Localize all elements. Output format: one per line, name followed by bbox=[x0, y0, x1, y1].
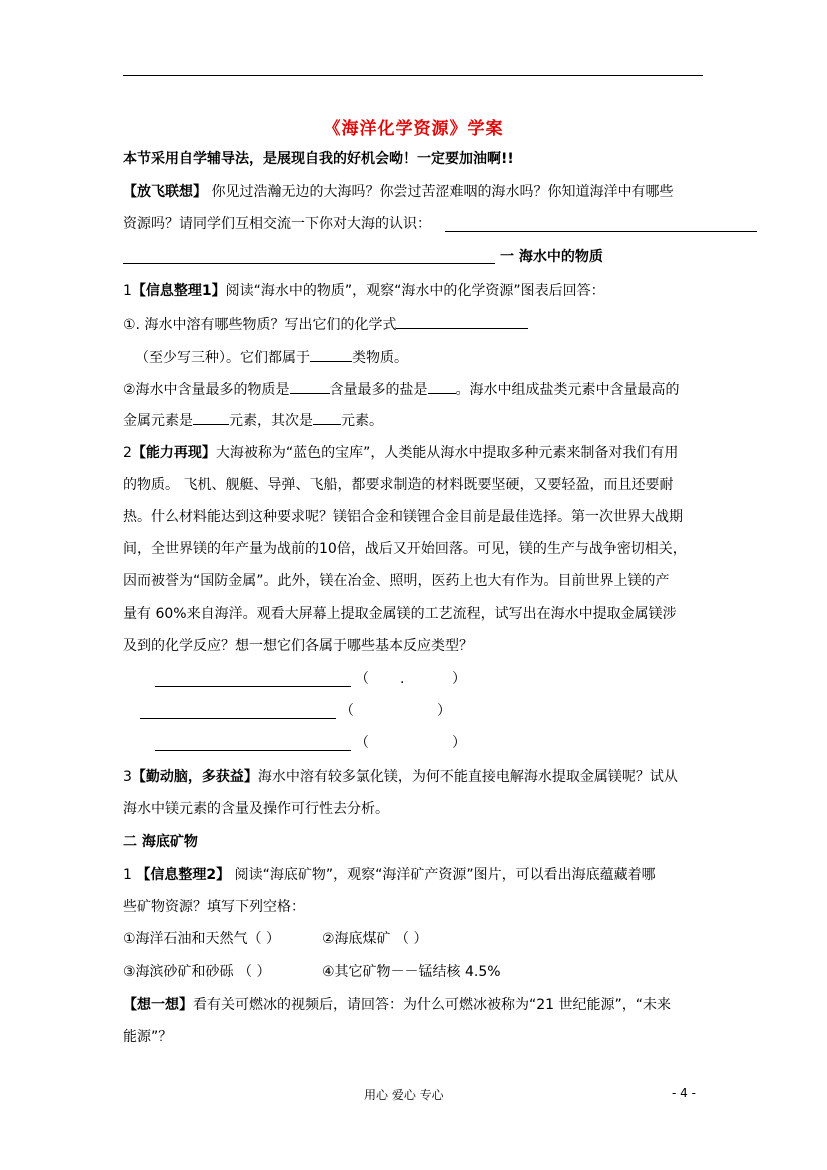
reaction-blank-1[interactable] bbox=[155, 686, 351, 687]
fangfei-text-1: 你见过浩瀚无边的大海吗？你尝过苦涩难咽的海水吗？你知道海洋中有哪些 bbox=[207, 184, 674, 200]
q2-text-1: 大海被称为“蓝色的宝库”，人类能从海水中提取多种元素来制备对我们有用 bbox=[215, 445, 679, 461]
q2-line-5: 因而被誉为“国防金属”。此外，镁在冶金、照明，医药上也大有作为。目前世界上镁的产 bbox=[123, 573, 670, 589]
q1-a2-cont bbox=[123, 410, 383, 431]
q2-number: 2 bbox=[123, 445, 132, 461]
page-title: 《海洋化学资源》学案 bbox=[323, 119, 504, 139]
fangfei-label: 【放飞联想】 bbox=[123, 184, 207, 200]
fangfei-line-2 bbox=[123, 214, 431, 234]
q1-text: 阅读“海水中的物质”，观察“海水中的化学资源”图表后回答： bbox=[225, 283, 605, 299]
q1-a1 bbox=[123, 314, 528, 335]
q1-a2-a: ②海水中含量最多的物质是 bbox=[123, 382, 290, 398]
q2-label: 【能力再现】 bbox=[131, 445, 216, 461]
q3-line-2: 海水中镁元素的含量及操作可行性去分析。 bbox=[123, 801, 389, 817]
fangfei-answer-blank-2[interactable] bbox=[123, 263, 495, 264]
section1-heading: 一 海水中的物质 bbox=[500, 249, 603, 265]
q3-line-1 bbox=[123, 767, 678, 787]
reaction-type-open-2: （ bbox=[340, 703, 354, 719]
reaction-type-close-1: ） bbox=[452, 671, 466, 687]
q2-line-6: 量有 60%来自海洋。观看大屏幕上提取金属镁的工艺流程，试写出在海水中提取金属镁涉 bbox=[123, 606, 677, 622]
q1-intro bbox=[123, 281, 605, 301]
q2-line-1 bbox=[123, 443, 678, 463]
reaction-type-open-1: （ bbox=[355, 671, 369, 687]
q4-item-4: ④其它矿物－－锰结核 4.5% bbox=[322, 964, 501, 980]
reaction-type-open-3: （ bbox=[355, 735, 369, 751]
q1-a1-cont-a: （至少写三种）。它们都属于 bbox=[135, 350, 310, 366]
q1-a1-text: ①. 海水中溶有哪些物质？写出它们的化学式 bbox=[123, 317, 397, 333]
q4-item-3: ③海滨砂矿和砂砾 （ ） bbox=[123, 964, 271, 980]
reaction-blank-2[interactable] bbox=[140, 718, 336, 719]
q1-a2 bbox=[123, 379, 680, 400]
reaction-type-close-3: ） bbox=[452, 735, 466, 751]
footer-motto: 用心 爱心 专心 bbox=[364, 1088, 444, 1102]
q5-line-2: 能源”？ bbox=[123, 1029, 173, 1045]
q3-text-1: 海水中溶有较多氯化镁，为何不能直接电解海水提取金属镁呢？试从 bbox=[257, 769, 678, 785]
q2-line-3: 热。什么材料能达到这种要求呢？镁铝合金和镁锂合金目前是最佳选择。第一次世界大战期 bbox=[123, 509, 683, 525]
fangfei-line-1 bbox=[123, 182, 673, 202]
reaction-blank-3[interactable] bbox=[155, 750, 351, 751]
q3-number: 3 bbox=[123, 769, 132, 785]
q1-a2-d: 金属元素是 bbox=[123, 413, 193, 429]
q1-metal-1-blank[interactable] bbox=[193, 410, 229, 425]
q1-formula-blank[interactable] bbox=[396, 314, 528, 329]
q1-category-blank[interactable] bbox=[310, 347, 352, 362]
q5-line-1 bbox=[123, 995, 671, 1015]
q1-label: 【信息整理1】 bbox=[131, 283, 226, 299]
fangfei-text-2: 资源吗？请同学们互相交流一下你对大海的认识： bbox=[123, 216, 431, 232]
q2-line-2: 的物质。 飞机、舰艇、导弹、飞船，都要求制造的材料既要坚硬，又要轻盈，而且还要耐 bbox=[123, 477, 674, 493]
q4-line-2: 些矿物资源？填写下列空格： bbox=[123, 899, 305, 915]
q4-item-1: ①海洋石油和天然气（ ） bbox=[123, 931, 281, 947]
reaction-type-dot: . bbox=[400, 671, 405, 687]
q1-most-salt-blank[interactable] bbox=[428, 379, 456, 394]
q1-a2-f: 元素。 bbox=[341, 413, 383, 429]
q1-a2-c: 。海水中组成盐类元素中含量最高的 bbox=[455, 382, 680, 398]
reaction-type-close-2: ） bbox=[437, 703, 451, 719]
q4-line-1 bbox=[123, 865, 656, 885]
q4-text-1: 阅读“海底矿物”，观察“海洋矿产资源”图片，可以看出海底蕴藏着哪 bbox=[230, 867, 656, 883]
q4-number: 1 bbox=[123, 867, 132, 883]
q5-label: 【想一想】 bbox=[123, 997, 193, 1013]
section2-heading: 二 海底矿物 bbox=[123, 834, 198, 850]
q1-a1-cont bbox=[135, 347, 408, 368]
q4-label: 【信息整理2】 bbox=[136, 867, 231, 883]
q1-number: 1 bbox=[123, 283, 132, 299]
page-number: - 4 - bbox=[672, 1086, 696, 1100]
q1-most-substance-blank[interactable] bbox=[290, 379, 330, 394]
q1-metal-2-blank[interactable] bbox=[313, 410, 341, 425]
q1-a2-e: 元素，其次是 bbox=[229, 413, 313, 429]
q3-label: 【勤动脑，多获益】 bbox=[131, 769, 258, 785]
q2-line-4: 间，全世界镁的年产量为战前的10倍，战后又开始回落。可见，镁的生产与战争密切相关， bbox=[123, 541, 687, 557]
q5-text-1: 看有关可燃冰的视频后，请回答：为什么可燃冰被称为“21 世纪能源”，“未来 bbox=[193, 997, 672, 1013]
q1-a2-b: 含量最多的盐是 bbox=[329, 382, 428, 398]
intro-text: 本节采用自学辅导法，是展现自我的好机会呦！一定要加油啊!! bbox=[123, 151, 514, 167]
q4-item-2: ②海底煤矿 （ ） bbox=[322, 931, 428, 947]
header-rule bbox=[123, 75, 703, 76]
fangfei-answer-blank-1[interactable] bbox=[445, 231, 757, 232]
q2-line-7: 及到的化学反应？想一想它们各属于哪些基本反应类型？ bbox=[123, 638, 473, 654]
q1-a1-cont-b: 类物质。 bbox=[352, 350, 408, 366]
